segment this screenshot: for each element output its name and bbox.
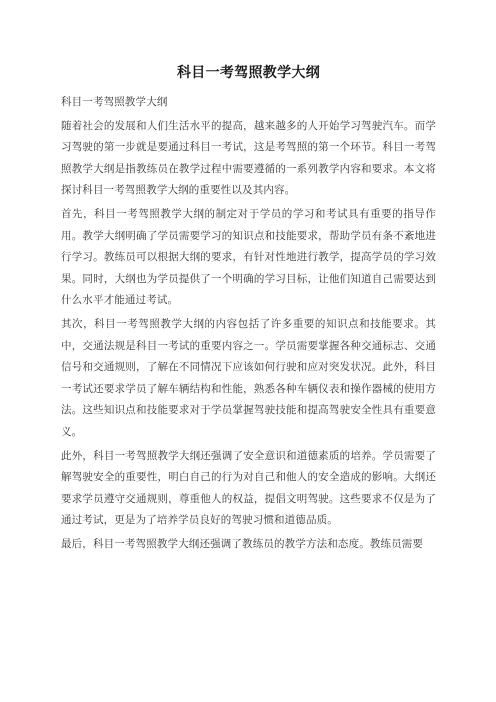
document-subtitle: 科目一考驾照教学大纲 (61, 96, 168, 108)
paragraph-third: 此外，科目一考驾照教学大纲还强调了安全意识和道德素质的培养。学员需要了解驾驶安全的重要性，明白自己的行为对自己和他人的安全造成的影响。大纲还要求学员遵守交通规则，尊重他人的权益，提倡文明驾驶。这些要求不仅是为了通过考试，更是为了培养学员良好的驾驶习惯和道德品质。 (61, 449, 436, 527)
paragraph-second: 其次，科目一考驾照教学大纲的内容包括了许多重要的知识点和技能要求。其中，交通法规是科目一考试的重要内容之一。学员需要掌握各种交通标志、交通信号和交通规则，了解在不同情况下应该如何行驶和应对突发状况。此外，科目一考试还要求学员了解车辆结构和性能，熟悉各种车辆仪表和操作器械的使用方法。这些知识点和技能要求对于学员掌握驾驶技能和提高驾驶安全性具有重要意义。 (61, 317, 436, 438)
paragraph-first: 首先，科目一考驾照教学大纲的制定对于学员的学习和考试具有重要的指导作用。教学大纲明确了学员需要学习的知识点和技能要求，帮助学员有条不紊地进行学习。教练员可以根据大纲的要求，有针对性地进行教学，提高学员的学习效果。同时，大纲也为学员提供了一个明确的学习目标，让他们知道自己需要达到什么水平才能通过考试。 (61, 207, 436, 307)
document-title: 科目一考驾照教学大纲 (177, 65, 320, 81)
paragraph-intro: 随着社会的发展和人们生活水平的提高，越来越多的人开始学习驾驶汽车。而学习驾驶的第一步就是要通过科目一考试，这是考驾照的第一个环节。科目一考驾照教学大纲是指教练员在教学过程中需要遵循的一系列教学内容和要求。本文将探讨科目一考驾照教学大纲的重要性以及其内容。 (61, 119, 436, 197)
paragraph-last: 最后，科目一考驾照教学大纲还强调了教练员的教学方法和态度。教练员需要 (61, 537, 424, 550)
